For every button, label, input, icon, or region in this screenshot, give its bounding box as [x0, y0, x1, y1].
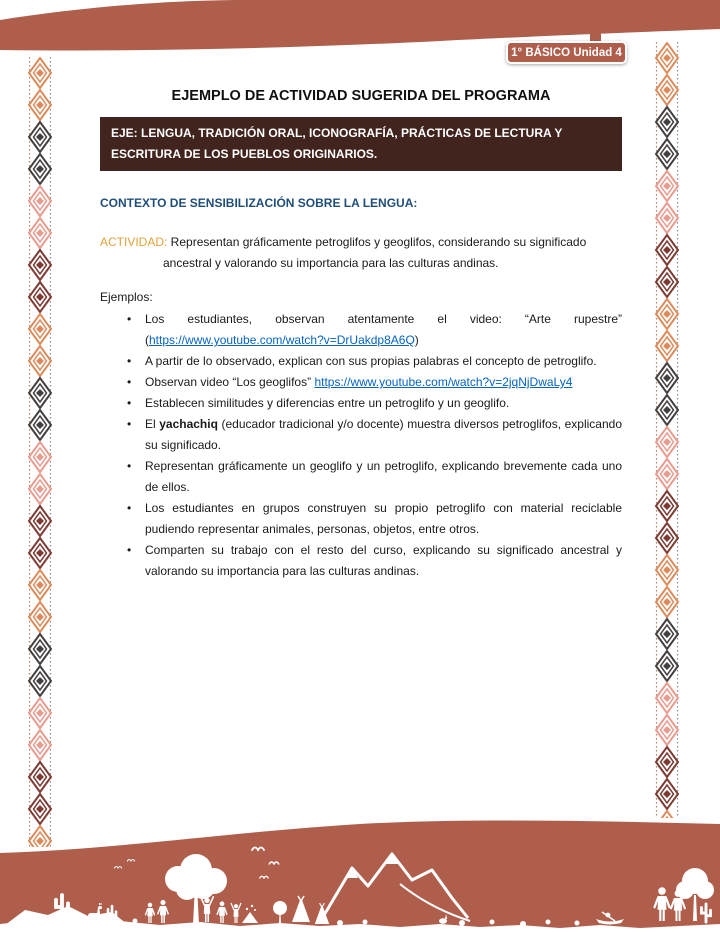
- video-link[interactable]: https://www.youtube.com/watch?v=2jqNjDwaLy4: [314, 375, 573, 389]
- list-item: [126, 498, 622, 540]
- page-title: EJEMPLO DE ACTIVIDAD SUGERIDA DEL PROGRAMA: [171, 88, 551, 104]
- list-item: [126, 309, 622, 351]
- examples-list: [100, 309, 622, 582]
- list-item: [126, 414, 622, 456]
- examples-heading: Ejemplos:: [100, 290, 153, 304]
- item-text: ): [414, 333, 419, 347]
- item-text: Representan gráficamente un geoglifo y un petroglifo, explicando brevemente cada uno de ellos.: [145, 459, 622, 494]
- list-item: [126, 351, 622, 372]
- item-text: A partir de lo observado, explican con sus propias palabras el concepto de petroglifo.: [145, 354, 597, 368]
- activity-text: Representan gráficamente petroglifos y geoglifos, considerando su significado ancestral y valorando su importancia para las culturas andinas.: [163, 235, 587, 270]
- bold-term: yachachiq: [159, 417, 218, 431]
- context-heading: CONTEXTO DE SENSIBILIZACIÓN SOBRE LA LENGUA:: [100, 196, 418, 210]
- video-link[interactable]: https://www.youtube.com/watch?v=DrUakdp8A6Q: [149, 333, 415, 347]
- unit-badge: 1° BÁSICO Unidad 4: [506, 41, 627, 64]
- activity-label: ACTIVIDAD:: [100, 235, 168, 249]
- eje-banner: EJE: LENGUA, TRADICIÓN ORAL, ICONOGRAFÍA, PRÁCTICAS DE LECTURA Y ESCRITURA DE LOS PUEBLOS ORIGINARIOS.: [100, 117, 622, 171]
- document-body: [100, 0, 622, 582]
- item-text: (educador tradicional y/o docente) muestra diversos petroglifos, explicando su significado.: [145, 417, 622, 452]
- item-text: El: [145, 417, 160, 431]
- item-text: Comparten su trabajo con el resto del curso, explicando su significado ancestral y valorando su importancia para las culturas andinas.: [145, 543, 622, 578]
- andean-border-right: [654, 42, 680, 818]
- footer-landscape-art: [0, 820, 720, 932]
- list-item: [126, 540, 622, 582]
- activity-paragraph: [100, 232, 622, 274]
- list-item: [126, 393, 622, 414]
- list-item: [126, 456, 622, 498]
- item-text: Observan video “Los geoglifos”: [145, 375, 315, 389]
- item-text: Los estudiantes, observan atentamente el video: “Arte rupestre” (: [145, 312, 622, 347]
- list-item: [126, 372, 622, 393]
- item-text: Los estudiantes en grupos construyen su propio petroglifo con material reciclable pudiendo representar animales, personas, objetos, entre otros.: [145, 501, 622, 536]
- item-text: Establecen similitudes y diferencias entre un petroglifo y un geoglifo.: [145, 396, 510, 410]
- andean-border-left: [27, 57, 53, 847]
